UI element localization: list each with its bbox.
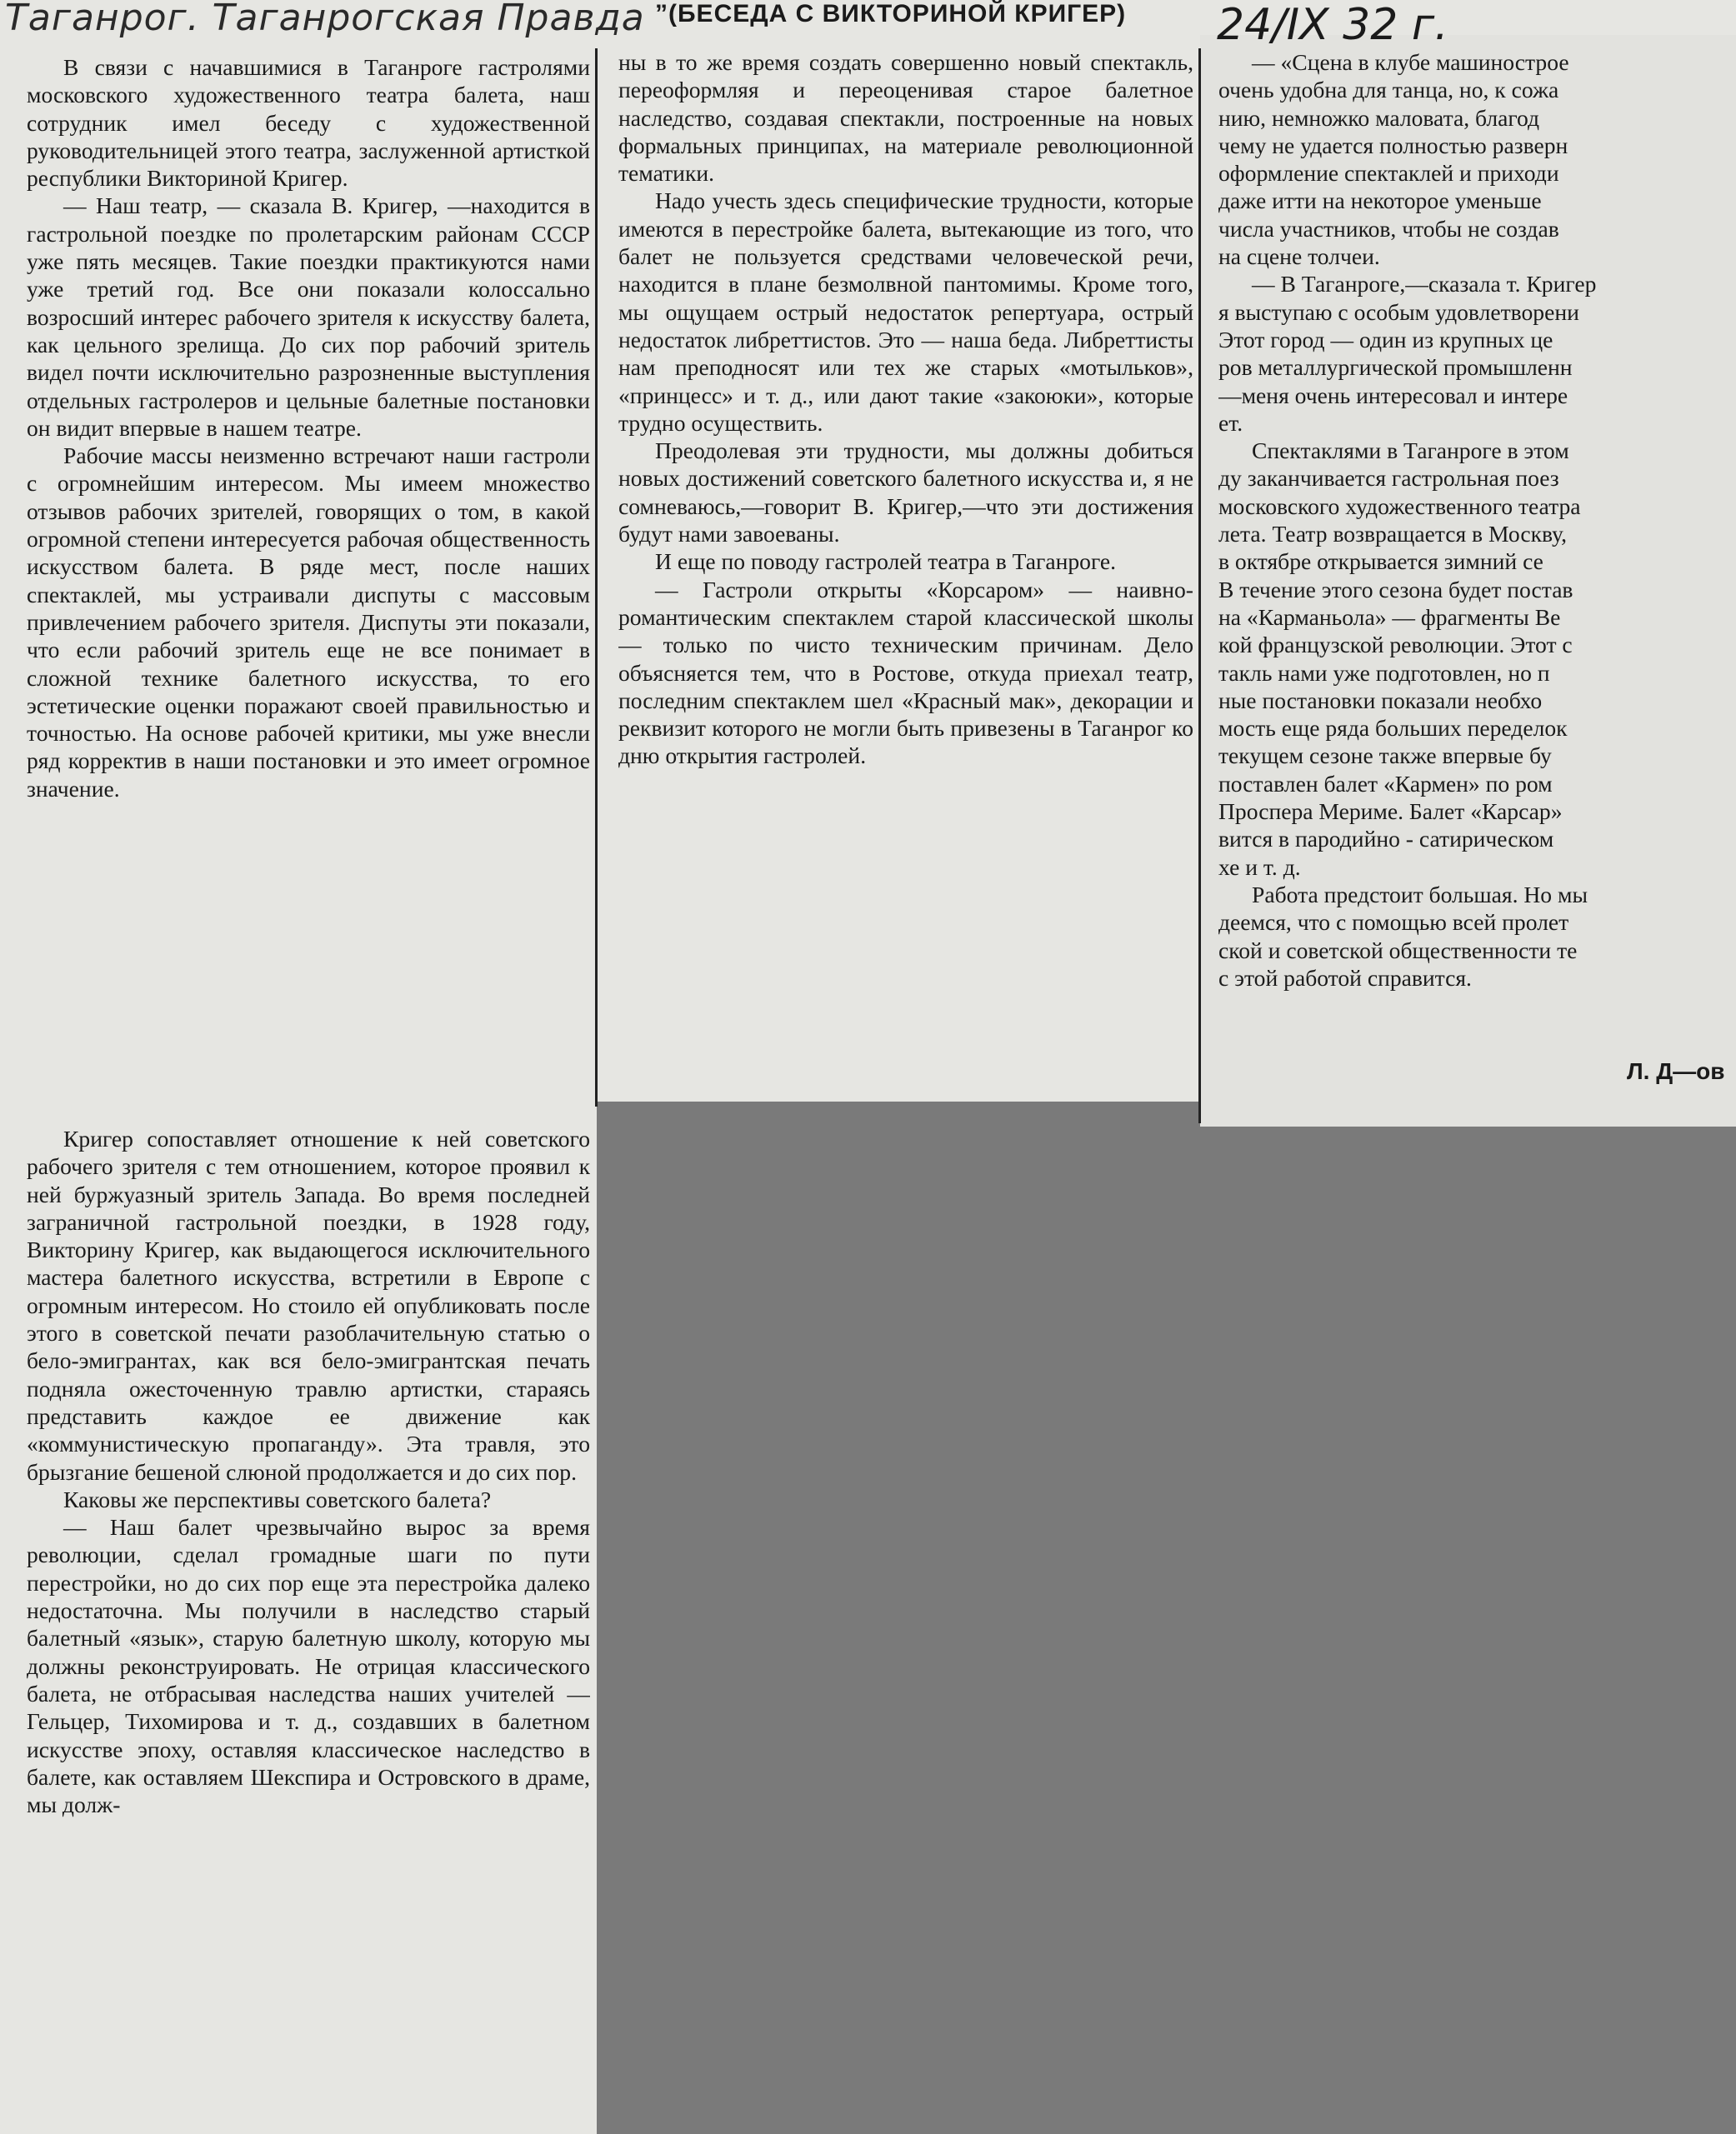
- text-line: кой французской революции. Этот с: [1218, 632, 1573, 658]
- column-rule-1: [595, 48, 598, 1107]
- text-line: такль нами уже подготовлен, но п: [1218, 659, 1550, 686]
- column-rule-2: [1198, 48, 1201, 1123]
- text-line: В течение этого сезона будет постав: [1218, 576, 1573, 602]
- column-1: [27, 53, 590, 1091]
- handwritten-date: 24/IX 32 г.: [1217, 0, 1448, 50]
- text-line: мость еще ряда больших переделок: [1218, 715, 1568, 742]
- paragraph: ны в то же время создать совершенно новый спектакль, переоформляя и переоценивая старое балетное наследство, создавая спектакли, построенные на новых формальных принципах, на материале революционной тематики.: [618, 49, 1193, 187]
- text-line: хе и т. д.: [1218, 853, 1301, 880]
- text-line: — В Таганроге,—сказала т. Кригер: [1252, 271, 1597, 297]
- paragraph: — Наш театр, — сказала В. Кригер, —находится в гастрольной поездке по пролетарским районам СССР уже пять месяцев. Такие поездки практикуются нами уже третий год. Все они показали колоссально возросший интерес рабочего зрителя к искусству балета, как цельного зрелища. До сих пор рабочий зритель видел почти исключительно разрозненные выступления отдельных гастролеров и цельные балетные постановки он видит впервые в нашем театре.: [27, 192, 590, 441]
- text-line: текущем сезоне также впервые бу: [1218, 742, 1552, 769]
- column-2: [618, 48, 1193, 1100]
- paragraph: Каковы же перспективы советского балета?: [63, 1486, 492, 1512]
- text-line: вится в пародийно - сатирическом: [1218, 826, 1554, 852]
- text-line: нию, немножко маловата, благод: [1218, 104, 1540, 131]
- text-line: на «Карманьола» — фрагменты Ве: [1218, 603, 1561, 630]
- text-line: поставлен балет «Кармен» по ром: [1218, 770, 1553, 797]
- text-line: деемся, что с помощью всей пролет: [1218, 909, 1569, 936]
- text-line: Этот город — один из крупных це: [1218, 326, 1553, 352]
- text-line: с этой работой справится.: [1218, 964, 1472, 991]
- text-line: Работа предстоит большая. Но мы: [1252, 881, 1588, 907]
- text-line: московского художественного театра: [1218, 492, 1581, 519]
- paragraph: Кригер сопоставляет отношение к ней советского рабочего зрителя с тем отношением, которое проявил к ней буржуазный зритель Запада. Во время последней заграничной гастрольной поездки, в 1928 году, Викторину Кригер, как выдающегося исключительного мастера балетного искусства, встретили в Европе с огромным интересом. Но стоило ей опубликовать после этого в советской печати разоблачительную статью о бело-эмигрантах, как вся бело-эмигрантская печать подняла ожесточенную травлю артистки, стараясь представить каждое ее движение как «коммунистическую пропаганду». Эта травля, это брызгание бешеной слюной продолжается и до сих пор.: [27, 1126, 590, 1485]
- handwritten-source-title: Таганрог. Таганрогская Правда: [5, 0, 645, 39]
- text-line: Проспера Мериме. Балет «Карсар»: [1218, 798, 1563, 825]
- text-line: даже итти на некоторое уменьше: [1218, 187, 1542, 214]
- paragraph: И еще по поводу гастролей театра в Таганроге.: [655, 548, 1117, 575]
- text-line: ров металлургической промышленн: [1218, 354, 1573, 381]
- text-line: ет.: [1218, 409, 1243, 436]
- paragraph: — Наш балет чрезвычайно вырос за время революции, сделал громадные шаги по пути перестройки, но до сих пор еще эта перестройка далеко недостаточна. Мы получили в наследство старый балетный «язык», старую балетную школу, которую мы должны реконструировать. Не отрицая классического балета, не отбрасывая наследства наших учителей — Гельцер, Тихомирова и т. д., создавших в балетном искусстве эпоху, оставляя классическое наследство в балете, как оставляем Шекспира и Островского в драме, мы долж-: [27, 1514, 590, 1818]
- author-signature: Л. Д—ов: [1627, 1058, 1725, 1084]
- text-line: Спектаклями в Таганроге в этом: [1252, 437, 1569, 464]
- text-line: ные постановки показали необхо: [1218, 687, 1543, 713]
- text-line: —меня очень интересовал и интере: [1218, 382, 1568, 408]
- text-line: чему не удается полностью разверн: [1218, 132, 1568, 158]
- article-headline: ”(БЕСЕДА С ВИКТОРИНОЙ КРИГЕР): [655, 0, 1127, 27]
- column-1-continued: [27, 1125, 590, 2129]
- paragraph: В связи с начавшимися в Таганроге гастролями московского художественного театра балета, наш сотрудник имел беседу с художественной руководительницей этого театра, заслуженной артисткой республики Викториной Кригер.: [27, 54, 590, 192]
- text-line: ду заканчивается гастрольная поез: [1218, 465, 1559, 492]
- text-line: на сцене толчеи.: [1218, 243, 1380, 270]
- text-line: лета. Театр возвращается в Москву,: [1218, 521, 1567, 547]
- text-line: ской и советской общественности те: [1218, 937, 1578, 963]
- paragraph: Преодолевая эти трудности, мы должны добиться новых достижений советского балетного искусства и, я не сомневаюсь,—говорит В. Кригер,—что эти достижения будут нами завоеваны.: [618, 437, 1193, 547]
- text-line: оформление спектаклей и приходи: [1218, 160, 1559, 187]
- paragraph: Надо учесть здесь специфические трудности, которые имеются в перестройке балета, вытекающие из того, что балет не пользуется средствами человеческой речи, находится в плане безмолвной пантомимы. Кроме того, мы ощущаем острый недостаток репертуара, острый недостаток либреттистов. Это — наша беда. Либреттисты нам преподносят или тех же старых «мотыльков», «принцесс» и т. д., или дают такие «закоюки», которые трудно осуществить.: [618, 187, 1193, 436]
- column-3: [1218, 48, 1736, 1090]
- text-line: в октябре открывается зимний се: [1218, 548, 1543, 575]
- text-line: очень удобна для танца, но, к сожа: [1218, 77, 1559, 103]
- text-line: числа участников, чтобы не создав: [1218, 215, 1559, 242]
- paragraph: Рабочие массы неизменно встречают наши гастроли с огромнейшим интересом. Мы имеем множество отзывов рабочих зрителей, говорящих о том, в какой огромной степени интересуется рабочая общественность искусством балета. В ряде мест, после наших спектаклей, мы устраивали диспуты с массовым привлечением рабочего зрителя. Диспуты эти показали, что если рабочий зритель еще не все понимает в сложной технике балетного искусства, то его эстетические оценки поражают своей правильностью и точностью. На основе рабочей критики, мы уже внесли ряд корректив в наши постановки и это имеет огромное значение.: [27, 442, 590, 802]
- text-line: — «Сцена в клубе машинострое: [1252, 49, 1569, 75]
- paragraph: — Гастроли открыты «Корсаром» — наивно-романтическим спектаклем старой классической школы — только по чисто техническим причинам. Дело объясняется тем, что в Ростове, откуда приехал театр, последним спектаклем шел «Красный мак», декорации и реквизит которого не могли быть привезены в Таганрог ко дню открытия гастролей.: [618, 576, 1193, 769]
- text-line: я выступаю с особым удовлетворени: [1218, 298, 1579, 325]
